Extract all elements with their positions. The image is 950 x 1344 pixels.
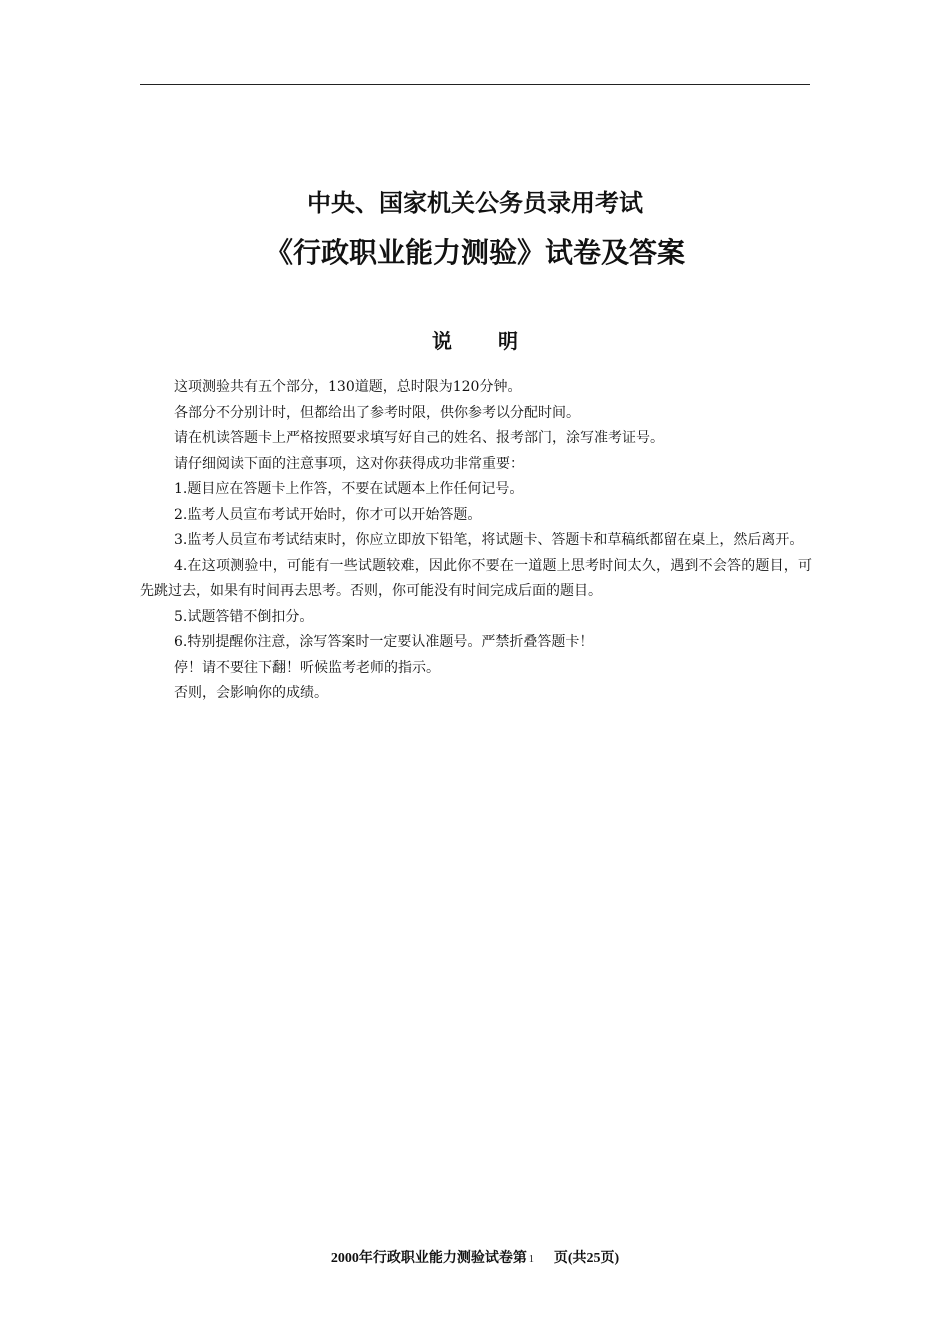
paragraph: 2.监考人员宣布考试开始时，你才可以开始答题。 (174, 506, 482, 523)
paragraph: 这项测验共有五个部分，130道题，总时限为120分钟。 (174, 379, 522, 395)
paragraph: 4.在这项测验中，可能有一些试题较难，因此你不要在一道题上思考时间太久，遇到不会答的题目，可先跳过去，如果有时间再去思考。否则，你可能没有时间完成后面的题目。 (140, 557, 812, 599)
paragraph: 请仔细阅读下面的注意事项，这对你获得成功非常重要： (174, 455, 524, 472)
section-heading-part1: 说 (432, 329, 452, 353)
paragraph: 6.特别提醒你注意，涂写答案时一定要认准题号。严禁折叠答题卡！ (174, 634, 594, 650)
section-heading-part2: 明 (498, 329, 518, 353)
footer-suffix: 页(共25页) (553, 1251, 620, 1266)
instructions-body (140, 375, 812, 707)
paragraph: 请在机读答题卡上严格按照要求填写好自己的姓名、报考部门，涂写准考证号。 (174, 430, 664, 446)
page-footer (140, 1247, 810, 1267)
footer-page-number: 1 (528, 1254, 534, 1265)
footer-prefix: 2000年行政职业能力测验试卷第 (330, 1251, 527, 1266)
document-title-line2: 《行政职业能力测验》试卷及答案 (264, 236, 685, 269)
paragraph: 1.题目应在答题卡上作答，不要在试题本上作任何记号。 (174, 481, 524, 497)
section-heading (140, 325, 810, 354)
header-rule (140, 84, 810, 85)
document-title-line1: 中央、国家机关公务员录用考试 (307, 188, 643, 217)
paragraph: 各部分不分别计时，但都给出了参考时限，供你参考以分配时间。 (174, 404, 580, 421)
paragraph: 停！请不要往下翻！听候监考老师的指示。 (174, 659, 440, 676)
paragraph: 5.试题答错不倒扣分。 (174, 608, 314, 625)
paragraph: 否则，会影响你的成绩。 (174, 685, 328, 701)
paragraph: 3.监考人员宣布考试结束时，你应立即放下铅笔，将试题卡、答题卡和草稿纸都留在桌上，然后离开。 (174, 532, 804, 548)
